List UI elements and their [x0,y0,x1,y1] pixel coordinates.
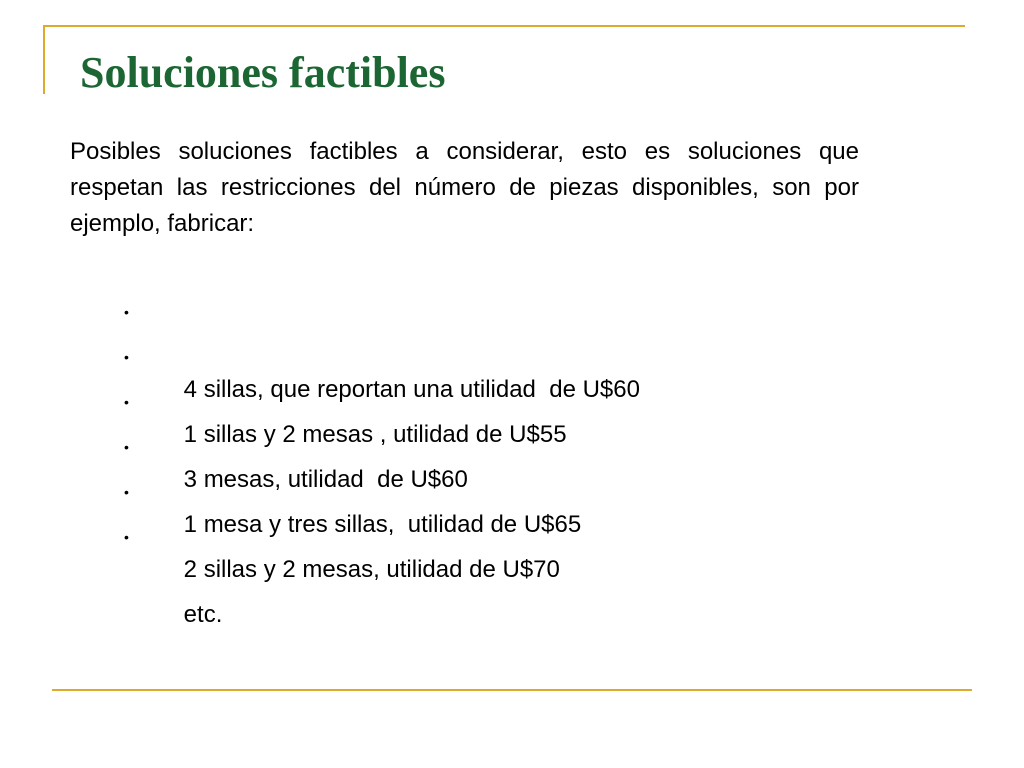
bullet-icon: • [124,394,129,410]
bullet-icon: • [124,439,129,455]
list-item [120,290,640,403]
list-item-text: 2 sillas y 2 mesas, utilidad de U$70 [183,556,560,583]
bullet-icon: • [124,304,129,320]
slide-title: Soluciones factibles [80,48,446,97]
intro-paragraph: Posibles soluciones factibles a considerar, esto es soluciones que respetan las restricciones del número de piezas disponibles, son por ejemplo, fabricar: [70,138,859,237]
bullet-icon: • [124,484,129,500]
feasible-solutions-list [120,290,640,628]
frame-top-line [43,25,965,27]
bullet-icon: • [124,529,129,545]
list-item-text: etc. [183,601,223,628]
list-item-text: 1 mesa y tres sillas, utilidad de U$65 [183,511,582,538]
bullet-icon: • [124,349,129,365]
list-item-text: 4 sillas, que reportan una utilidad de U$60 [183,376,640,403]
list-item-text: 3 mesas, utilidad de U$60 [183,466,468,493]
list-item-text: 1 sillas y 2 mesas , utilidad de U$55 [183,421,567,448]
frame-bottom-line [52,689,972,691]
frame-left-line [43,25,45,94]
